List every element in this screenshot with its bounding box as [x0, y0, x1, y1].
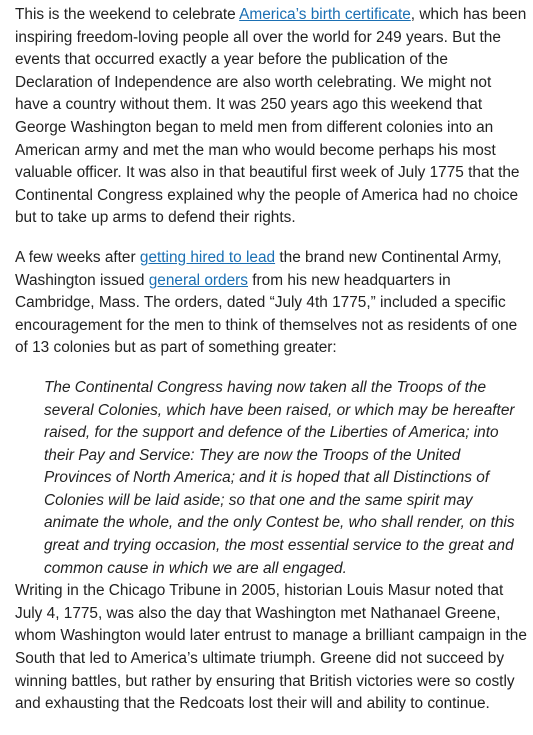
article-body [15, 4, 527, 716]
paragraph-birth-certificate [15, 4, 527, 230]
paragraph-text: from his new headquarters in Cambridge, Mass. The orders, dated “July 4th 1775,” included a specific encouragement for the men to think of themselves not as residents of one of 13 colonies but as part of something greater: [15, 271, 518, 357]
paragraph-text: the brand new Continental Army, Washington issued [15, 248, 502, 289]
paragraph-text: This is the weekend to celebrate [15, 6, 240, 23]
paragraph-nathanael-greene: Writing in the Chicago Tribune in 2005, historian Louis Masur noted that July 4, 1775, was also the day that Washington met Nathanael Greene, whom Washington would later entrust to manage a brilliant campaign in the South that led to America’s ultimate triumph. Greene did not succeed by winning battles, but rather by ensuring that British victories were so costly and exhausting that the Redcoats lost their will and ability to continue. [15, 582, 527, 713]
blockquote-general-orders: The Continental Congress having now taken all the Troops of the several Colonies, which have been raised, or which may be hereafter raised, for the support and defence of the Liberties of America; into their Pay and Service: They are now the Troops of the United Provinces of North America; and it is hoped that all Distinctions of Colonies will be laid aside; so that one and the same spirit may animate the whole, and the only Contest be, who shall render, on this great and trying occasion, the most essential service to the great and common cause in which we are all engaged. [44, 378, 515, 577]
link-getting-hired-to-lead[interactable]: getting hired to lead [139, 248, 276, 266]
paragraph-text: A few weeks after [15, 248, 140, 266]
paragraph-general-orders [15, 247, 527, 360]
paragraph-text: , which has been inspiring freedom-loving people all over the world for 249 years. But the events that occurred exactly a year before the publication of the Declaration of Independence are also worth celebrating. We might not have a country without them. It was 250 years ago this weekend that George Washington began to meld men from different colonies into an American army and met the man who would become perhaps his most valuable officer. It was also in that beautiful first week of July 1775 that the Continental Congress explained why the people of America had no choice but to take up arms to defend their rights. [15, 6, 527, 227]
link-americas-birth-certificate[interactable]: America’s birth certificate [239, 6, 411, 23]
link-general-orders[interactable]: general orders [148, 271, 248, 289]
